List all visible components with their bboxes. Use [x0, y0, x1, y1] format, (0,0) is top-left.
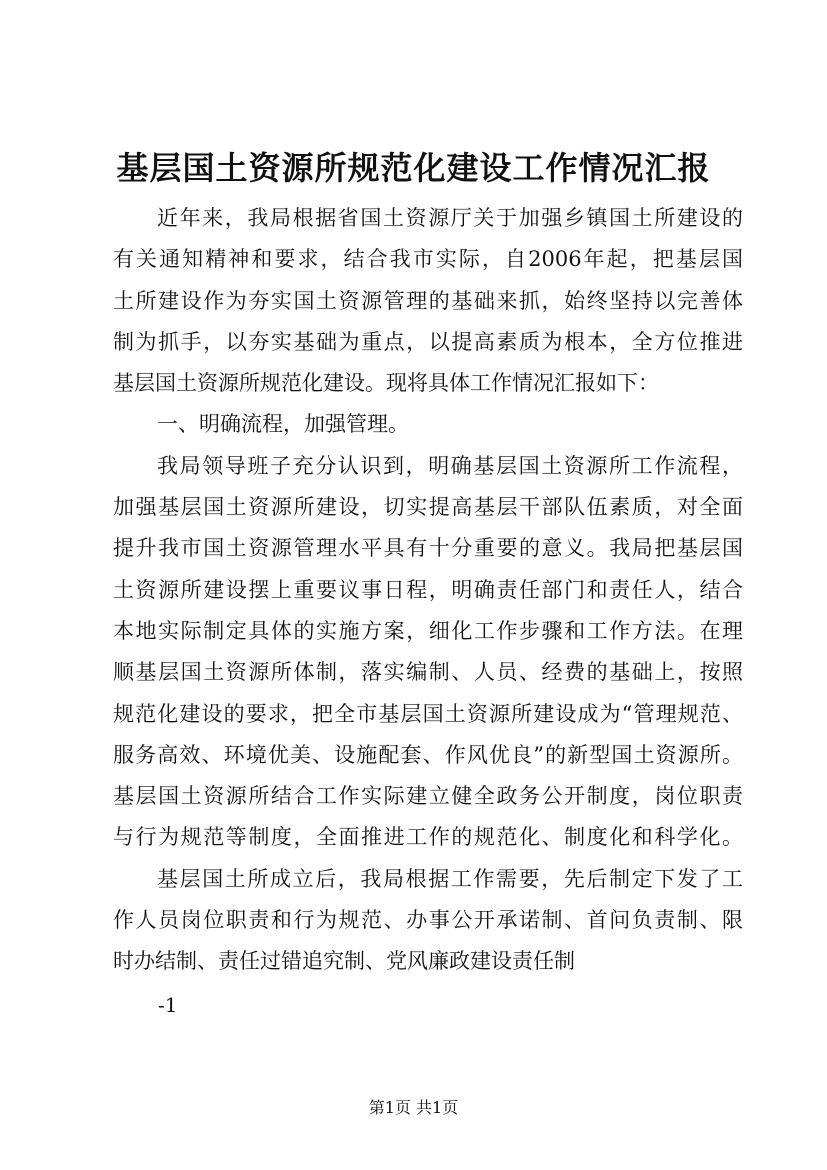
paragraph-line: 土所建设作为夯实国土资源管理的基础来抓，始终坚持以完善体: [113, 288, 743, 313]
paragraph-line: 服务高效、环境优美、设施配套、作风优良”的新型国土资源所。: [113, 742, 743, 767]
page-number-mark: -1: [158, 993, 178, 1017]
paragraph-line: 顺基层国土资源所体制，落实编制、人员、经费的基础上，按照: [113, 660, 743, 685]
paragraph-line: 规范化建设的要求，把全市基层国土资源所建设成为“管理规范、: [113, 701, 743, 726]
paragraph-line: 加强基层国土资源所建设，切实提高基层干部队伍素质，对全面: [113, 495, 743, 520]
page-footer: 第1页 共1页: [368, 1098, 459, 1117]
paragraph-line: 本地实际制定具体的实施方案，细化工作步骤和工作方法。在理: [113, 618, 743, 643]
document-title: 基层国土资源所规范化建设工作情况汇报: [116, 149, 711, 187]
paragraph-line: 与行为规范等制度，全面推进工作的规范化、制度化和科学化。: [113, 825, 743, 850]
section-heading: 一、明确流程，加强管理。: [157, 412, 409, 437]
paragraph-line: 近年来，我局根据省国土资源厅关于加强乡镇国土所建设的: [157, 206, 743, 230]
paragraph-line: 提升我市国土资源管理水平具有十分重要的意义。我局把基层国: [113, 536, 743, 561]
paragraph-line: 基层国土资源所规范化建设。现将具体工作情况汇报如下：: [113, 371, 659, 396]
paragraph-line: 作人员岗位职责和行为规范、办事公开承诺制、首问负责制、限: [113, 908, 743, 933]
paragraph-line: 时办结制、责任过错追究制、党风廉政建设责任制: [113, 949, 575, 974]
paragraph-line: 土资源所建设摆上重要议事日程，明确责任部门和责任人，结合: [113, 577, 743, 602]
document-body: [113, 198, 743, 983]
paragraph-line: 有关通知精神和要求，结合我市实际，自2006年起，把基层国: [113, 247, 743, 272]
paragraph-line: 制为抓手，以夯实基础为重点，以提高素质为根本，全方位推进: [113, 329, 743, 354]
paragraph-line: 基层国土资源所结合工作实际建立健全政务公开制度，岗位职责: [113, 784, 743, 809]
paragraph-line: 我局领导班子充分认识到，明确基层国土资源所工作流程，: [157, 453, 743, 478]
paragraph-line: 基层国土所成立后，我局根据工作需要，先后制定下发了工: [157, 866, 743, 891]
